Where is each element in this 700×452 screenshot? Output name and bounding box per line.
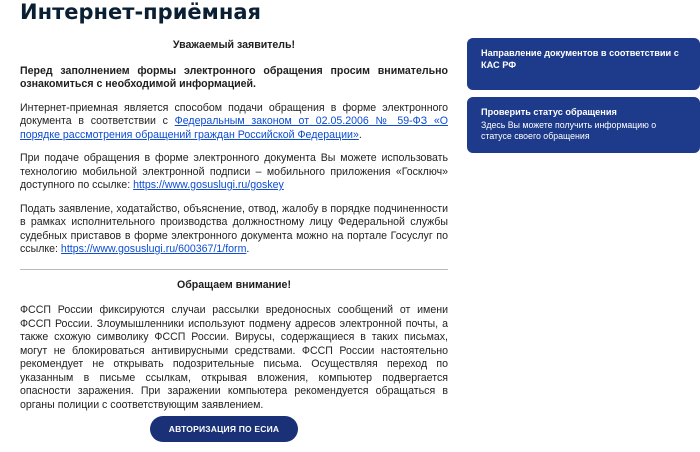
check-status-card-text: Здесь Вы можете получить информацию о статусе своего обращения bbox=[481, 119, 657, 141]
greeting: Уважаемый заявитель! bbox=[172, 39, 296, 51]
kas-documents-card-title: Направление документов в соответствии с КАС РФ bbox=[481, 48, 679, 70]
intro-notice: Перед заполнением формы электронного обращения просим внимательно ознакомиться с необходимой информацией. bbox=[20, 64, 448, 90]
paragraph-goskey bbox=[20, 152, 448, 193]
check-status-card[interactable] bbox=[467, 97, 700, 153]
divider bbox=[20, 269, 448, 270]
check-status-card-title: Проверить статус обращения bbox=[481, 107, 617, 117]
page-title: Интернет-приёмная bbox=[20, 0, 261, 24]
kas-documents-card[interactable] bbox=[467, 38, 700, 90]
paragraph-goskey-text: При подаче обращения в форме электронного документа Вы можете использовать технологию мобильной электронной подписи – мобильного приложения «Госключ» доступного по ссылке: bbox=[20, 152, 448, 191]
federal-law-link[interactable]: Федеральным законом от 02.05.2006 № 59-ФЗ «О порядке рассмотрения обращений граждан Российской Федерации» bbox=[20, 115, 448, 141]
paragraph-gosuslugi bbox=[20, 203, 448, 257]
goskey-link[interactable]: https://www.gosuslugi.ru/goskey bbox=[133, 179, 284, 191]
attention-title: Обращаем внимание! bbox=[177, 278, 291, 291]
paragraph-law-text: Интернет-приемная является способом подачи обращения в форме электронного документа в соответствии с bbox=[20, 101, 448, 127]
attention-text: ФССП России фиксируются случаи рассылки вредоносных сообщений от имени ФССП России. Злоумышленники используют подмену адресов электронной почты, а также схожую символику ФССП России. Вирусы, содержащиеся в таких письмах, могут не блокироваться антивирусными средствами. ФССП России настоятельно рекомендует не открывать подозрительные письма. Осуществляя переход по указанным в письме ссылкам, открывая вложения, компьютер подвергается опасности заражения. При заражении компьютера рекомендуется обращаться в органы полиции с соответствующим заявлением. bbox=[20, 304, 448, 411]
esia-auth-button[interactable]: АВТОРИЗАЦИЯ ПО ЕСИА bbox=[150, 416, 298, 442]
paragraph-law bbox=[20, 102, 448, 143]
paragraph-gosuslugi-text: Подать заявление, ходатайство, объяснение, отвод, жалобу в порядке подчиненности в рамках исполнительного производства должностному лицу Федеральной службы судебных приставов в форме электронного документа можно на портале Госуслуг по ссылке: bbox=[20, 202, 448, 255]
paragraph-law-end: . bbox=[358, 128, 362, 141]
paragraph-gosuslugi-end: . bbox=[246, 243, 250, 255]
main-content bbox=[20, 34, 448, 422]
gosuslugi-form-link[interactable]: https://www.gosuslugi.ru/600367/1/form bbox=[60, 243, 247, 255]
